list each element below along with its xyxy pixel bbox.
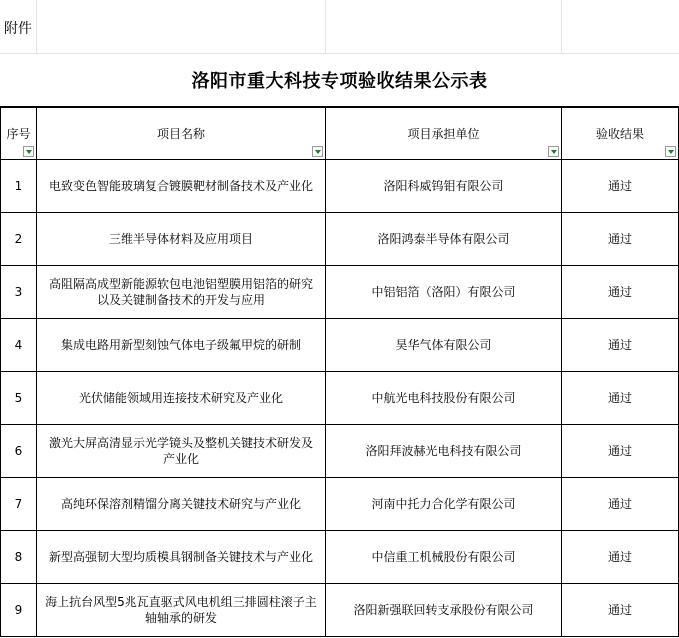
row-index-cell[interactable]: 1: [1, 160, 37, 213]
table-row: [1, 160, 679, 213]
row-project-name-cell[interactable]: 高纯环保溶剂精馏分离关键技术研究与产业化: [37, 478, 326, 531]
table-row: [1, 584, 679, 637]
filter-dropdown-icon[interactable]: [665, 146, 676, 157]
row-index-cell[interactable]: 3: [1, 266, 37, 319]
row-result-cell[interactable]: 通过: [562, 372, 679, 425]
row-result-cell[interactable]: 通过: [562, 478, 679, 531]
row-project-name-cell[interactable]: 高阻隔高成型新能源软包电池铝塑膜用铝箔的研究以及关键制备技术的开发与应用: [37, 266, 326, 319]
attachment-label: 附件: [4, 21, 32, 37]
row-index-cell[interactable]: 4: [1, 319, 37, 372]
row-organization-cell[interactable]: 洛阳拜波赫光电科技有限公司: [326, 425, 562, 478]
row-index-cell[interactable]: 8: [1, 531, 37, 584]
row-result-cell[interactable]: 通过: [562, 266, 679, 319]
row-result-cell[interactable]: 通过: [562, 584, 679, 637]
row-result-cell[interactable]: 通过: [562, 160, 679, 213]
row-index-cell[interactable]: 9: [1, 584, 37, 637]
header-result: [562, 108, 679, 160]
row-project-name-cell[interactable]: 集成电路用新型刻蚀气体电子级氟甲烷的研制: [37, 319, 326, 372]
gridline: [36, 0, 37, 54]
table-row: [1, 266, 679, 319]
row-project-name-cell[interactable]: 海上抗台风型5兆瓦直驱式风电机组三排圆柱滚子主轴轴承的研发: [37, 584, 326, 637]
row-organization-cell[interactable]: 洛阳新强联回转支承股份有限公司: [326, 584, 562, 637]
table-row: [1, 478, 679, 531]
row-organization-cell[interactable]: 中航光电科技股份有限公司: [326, 372, 562, 425]
header-project-name: [37, 108, 326, 160]
title-row: [0, 54, 679, 107]
page-title: 洛阳市重大科技专项验收结果公示表: [191, 71, 488, 92]
row-organization-cell[interactable]: 昊华气体有限公司: [326, 319, 562, 372]
row-organization-cell[interactable]: 中信重工机械股份有限公司: [326, 531, 562, 584]
row-project-name-cell[interactable]: 三维半导体材料及应用项目: [37, 213, 326, 266]
results-table: [0, 107, 679, 637]
table-row: [1, 319, 679, 372]
row-organization-cell[interactable]: 洛阳鸿泰半导体有限公司: [326, 213, 562, 266]
table-row: [1, 531, 679, 584]
filter-dropdown-icon[interactable]: [23, 146, 34, 157]
header-organization: [326, 108, 562, 160]
row-result-cell[interactable]: 通过: [562, 213, 679, 266]
header-project-name-label: 项目名称: [156, 126, 205, 141]
gridline: [561, 0, 562, 54]
filter-dropdown-icon[interactable]: [312, 146, 323, 157]
header-index-label: 序号: [6, 126, 31, 141]
table-row: [1, 372, 679, 425]
gridline: [325, 0, 326, 54]
row-organization-cell[interactable]: 河南中托力合化学有限公司: [326, 478, 562, 531]
filter-dropdown-icon[interactable]: [548, 146, 559, 157]
row-result-cell[interactable]: 通过: [562, 425, 679, 478]
header-organization-label: 项目承担单位: [407, 126, 480, 141]
row-organization-cell[interactable]: 洛阳科威钨钼有限公司: [326, 160, 562, 213]
attachment-row: [0, 0, 679, 54]
row-result-cell[interactable]: 通过: [562, 319, 679, 372]
row-index-cell[interactable]: 2: [1, 213, 37, 266]
row-organization-cell[interactable]: 中铝铝箔（洛阳）有限公司: [326, 266, 562, 319]
table-row: [1, 213, 679, 266]
row-result-cell[interactable]: 通过: [562, 531, 679, 584]
table-row: [1, 425, 679, 478]
row-index-cell[interactable]: 5: [1, 372, 37, 425]
header-result-label: 验收结果: [595, 126, 644, 141]
row-index-cell[interactable]: 6: [1, 425, 37, 478]
row-project-name-cell[interactable]: 激光大屏高清显示光学镜头及整机关键技术研发及产业化: [37, 425, 326, 478]
row-index-cell[interactable]: 7: [1, 478, 37, 531]
header-index: [1, 108, 37, 160]
row-project-name-cell[interactable]: 新型高强韧大型均质模具钢制备关键技术与产业化: [37, 531, 326, 584]
row-project-name-cell[interactable]: 光伏储能领域用连接技术研究及产业化: [37, 372, 326, 425]
row-project-name-cell[interactable]: 电致变色智能玻璃复合镀膜靶材制备技术及产业化: [37, 160, 326, 213]
header-row: [1, 108, 679, 160]
